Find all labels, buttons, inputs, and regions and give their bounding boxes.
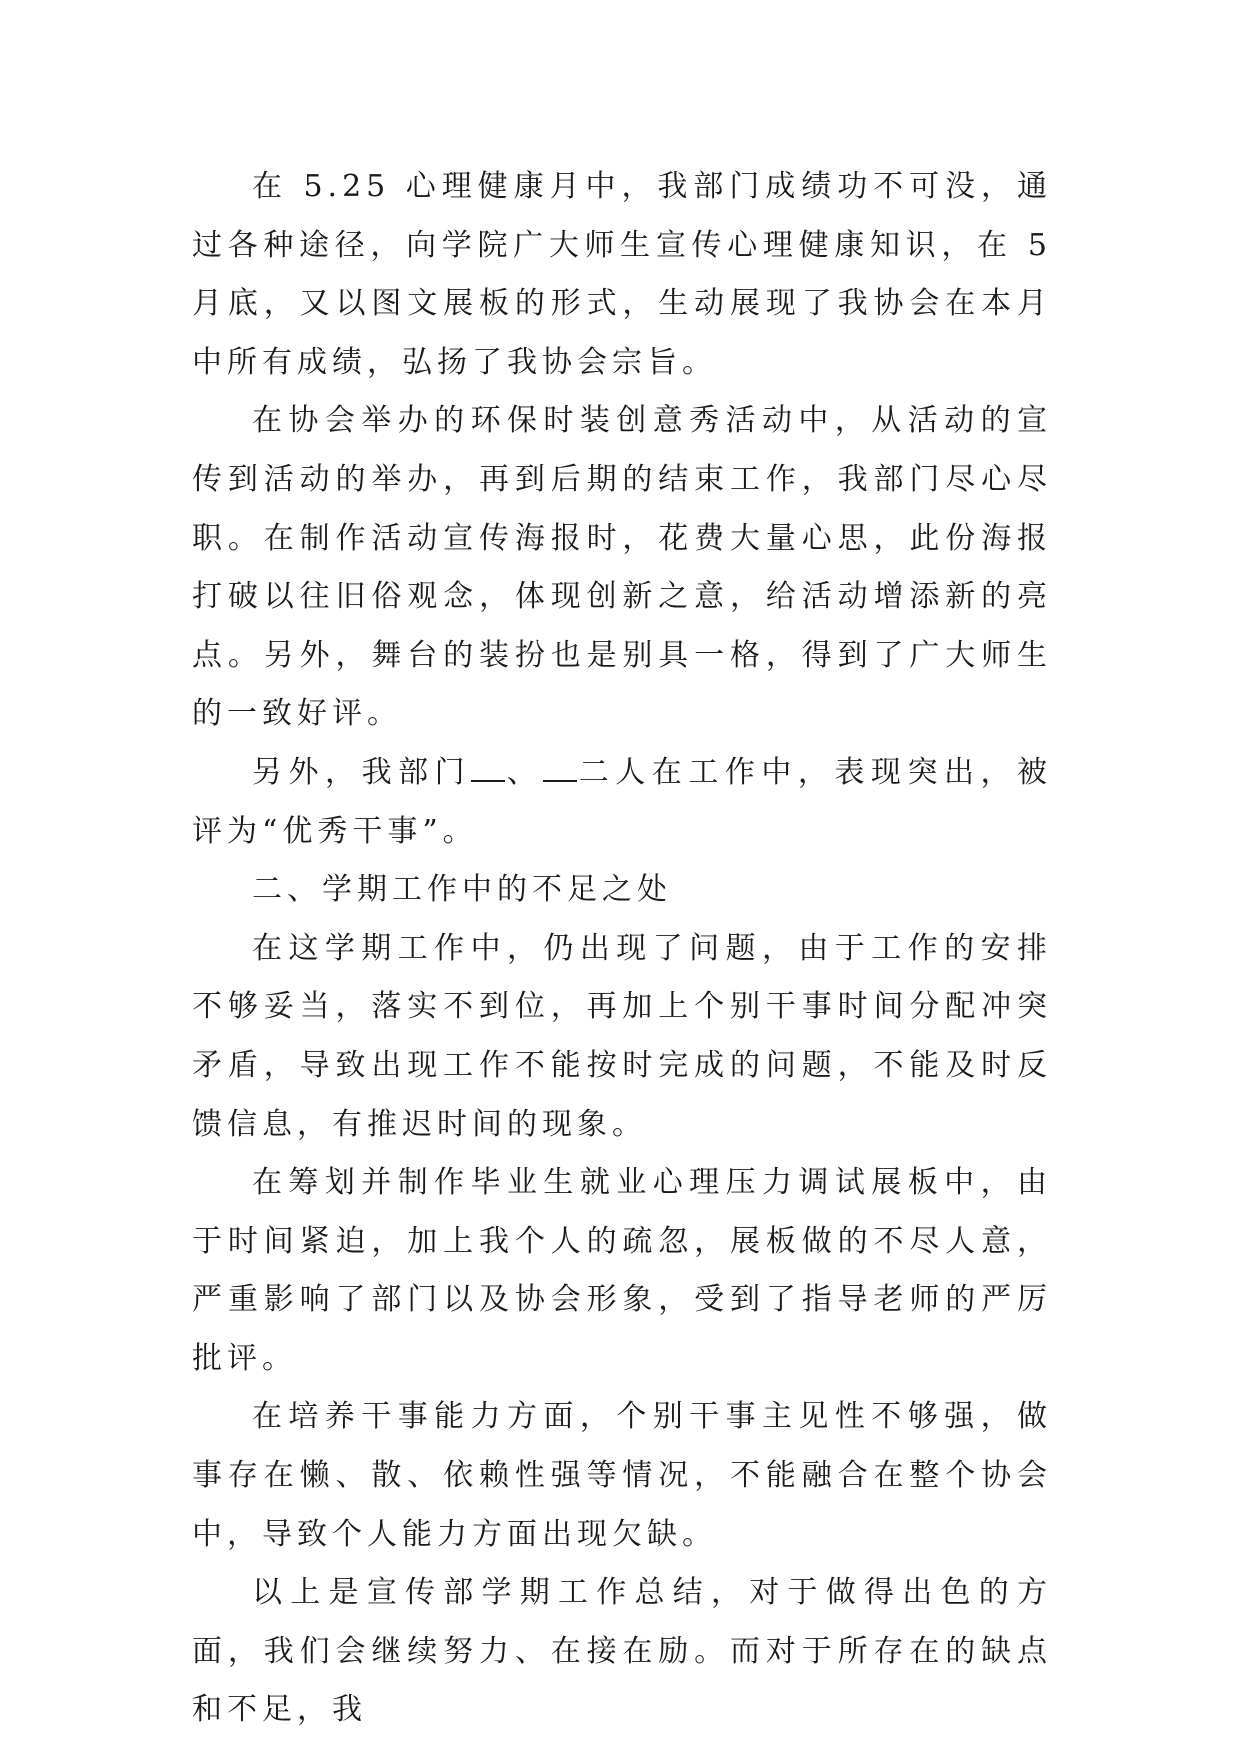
paragraph-summary: 以上是宣传部学期工作总结，对于做得出色的方面，我们会继续努力、在接在励。而对于所存在的缺点和不足，我 xyxy=(192,1575,1052,1728)
paragraph-fashion-show: 在协会举办的环保时装创意秀活动中，从活动的宣传到活动的举办，再到后期的结束工作，我部门尽心尽职。在制作活动宣传海报时，花费大量心思，此份海报打破以往旧俗观念，体现创新之意，给活动增添新的亮点。另外，舞台的装扮也是别具一格，得到了广大师生的一致好评。 xyxy=(192,403,1052,732)
paragraph-excellent-staff xyxy=(192,744,1052,861)
excellent-staff-text-before: 另外，我部门 xyxy=(252,754,472,790)
section-heading: 二、学期工作中的不足之处 xyxy=(252,872,672,908)
name-blank-1 xyxy=(471,758,505,782)
name-blank-2 xyxy=(543,758,577,782)
paragraph-staff-ability: 在培养干事能力方面，个别干事主见性不够强，做事存在懒、散、依赖性强等情况，不能融合在整个协会中，导致个人能力方面出现欠缺。 xyxy=(192,1399,1052,1552)
document-body xyxy=(192,158,1052,1740)
name-separator: 、 xyxy=(505,754,544,790)
paragraph-mental-health-month: 在 5.25 心理健康月中，我部门成绩功不可没，通过各种途径，向学院广大师生宣传心理健康知识，在 5 月底，又以图文展板的形式，生动展现了我协会在本月中所有成绩，弘扬了我协会宗旨。 xyxy=(192,169,1052,380)
paragraph-display-board: 在筹划并制作毕业生就业心理压力调试展板中，由于时间紧迫，加上我个人的疏忽，展板做的不尽人意，严重影响了部门以及协会形象，受到了指导老师的严厉批评。 xyxy=(192,1165,1052,1376)
paragraph-problems: 在这学期工作中，仍出现了问题，由于工作的安排不够妥当，落实不到位，再加上个别干事时间分配冲突矛盾，导致出现工作不能按时完成的问题，不能及时反馈信息，有推迟时间的现象。 xyxy=(192,930,1052,1142)
excellent-staff-text-after: 二人在工作中，表现突出，被评为“优秀干事”。 xyxy=(192,754,1053,849)
